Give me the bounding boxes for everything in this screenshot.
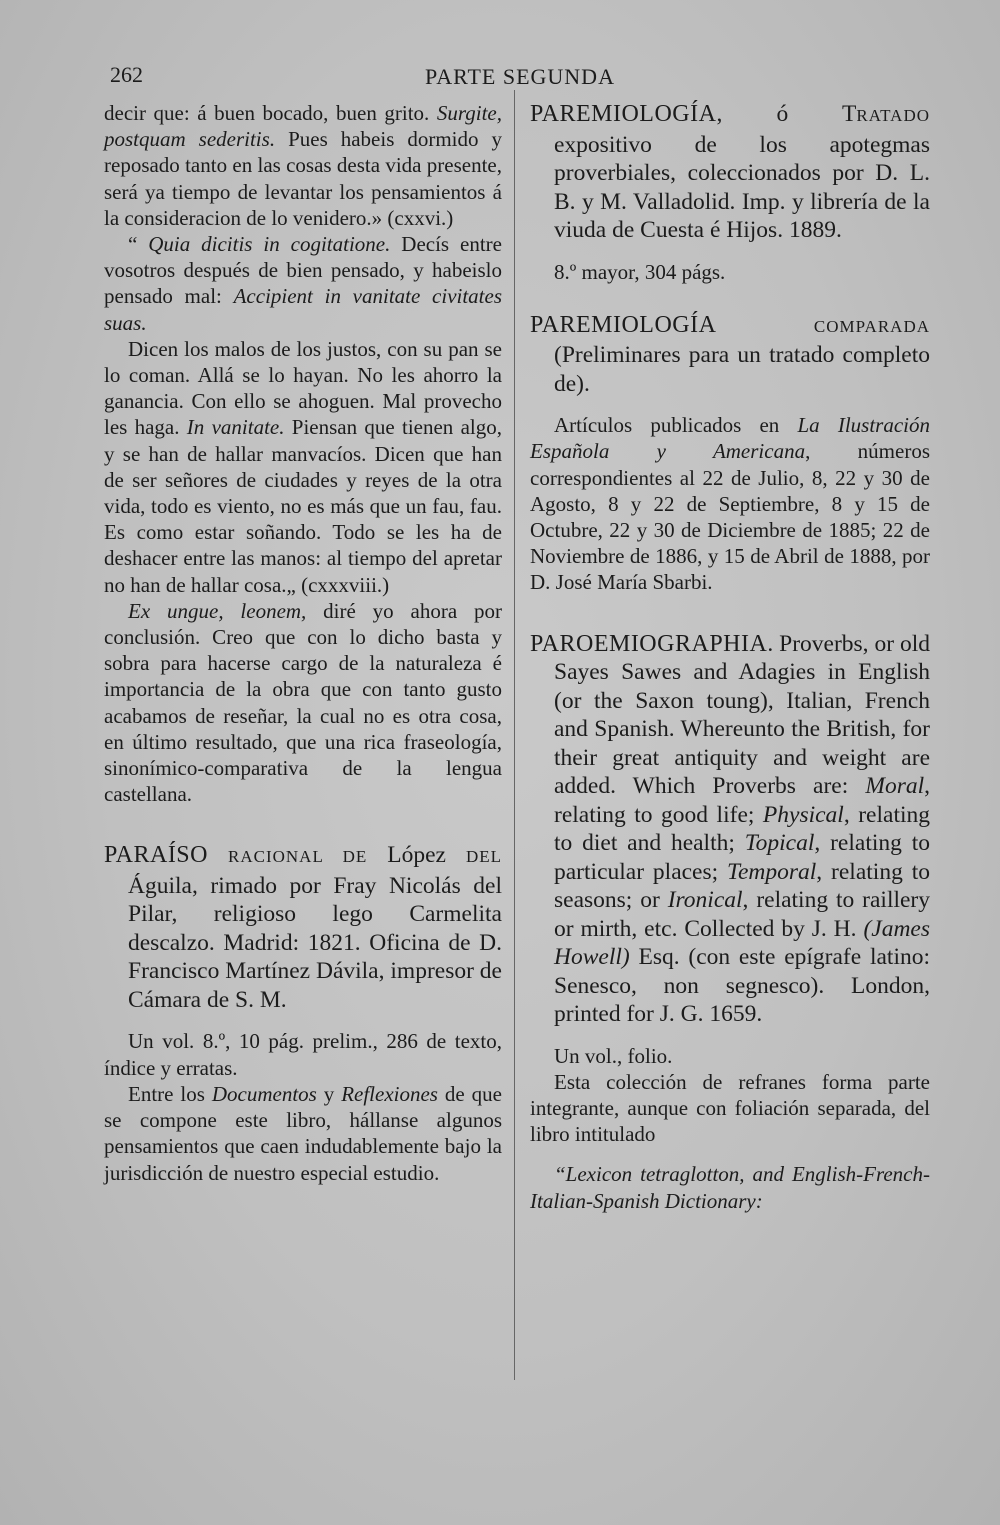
- italic-text: Topical: [744, 830, 815, 857]
- spacer: [530, 285, 930, 311]
- page-number: 262: [110, 62, 143, 87]
- italic-text: “Lexicon tetraglotton, and English-French-Italian-Spanish Dictionary:: [530, 1162, 930, 1213]
- italic-text: Moral: [865, 773, 925, 800]
- text-run: , relating to particular places;: [554, 830, 930, 885]
- italic-text: Ironical: [667, 887, 743, 914]
- text-run: , relating to diet and health;: [554, 801, 930, 857]
- text-run: Decís entre vosotros después de bien pensado, y habeislo pensado mal:: [104, 232, 502, 309]
- paragraph: [104, 336, 502, 598]
- spacer: [530, 1147, 930, 1161]
- latin-quote: Quia dicitis in cogitatione.: [148, 232, 391, 257]
- smallcaps-text: RATADO: [856, 106, 930, 125]
- italic-text: (James Howell): [554, 915, 930, 971]
- text-run: decir que: á buen bocado, buen grito.: [104, 101, 437, 125]
- spacer: [104, 807, 502, 841]
- text-run: Águila: [128, 872, 192, 899]
- entry-description: Un vol. 8.º, 10 pág. prelim., 286 de texto, índice y erratas.: [104, 1029, 502, 1080]
- smallcaps-text: RACIONAL DE: [228, 847, 368, 867]
- entry-paremiologia-heading: [530, 100, 930, 245]
- text-run: , relating to seasons; or: [554, 858, 930, 914]
- spacer: [530, 1029, 930, 1043]
- spacer: [530, 596, 930, 630]
- smallcaps-text: COMPARADA: [716, 316, 930, 336]
- entry-description: Un vol., folio.: [554, 1043, 673, 1068]
- latin-quote: Surgite, postquam sederitis.: [104, 101, 502, 152]
- italic-text: Temporal: [727, 858, 817, 885]
- text-run: y: [316, 1081, 342, 1106]
- italic-text: Reflexiones: [341, 1081, 438, 1106]
- text-run: López: [367, 842, 466, 869]
- left-column: [104, 100, 502, 1186]
- text-run: de que se compone este libro, hállanse algunos pensamientos que caen indudablemente bajo la jurisdicción de nuestro especial estudio.: [104, 1081, 502, 1185]
- text-run: , relating to raillery or mirth, etc. Collected by J. H.: [554, 887, 931, 942]
- text-run: (Preliminares para un tratado completo de).: [554, 342, 930, 397]
- text-run: Entre los: [128, 1081, 212, 1106]
- latin-quote: Ex ungue, leonem,: [128, 598, 307, 623]
- entry-note: [104, 1081, 502, 1186]
- latin-quote: In vanitate.: [186, 415, 285, 440]
- text-run: , ó: [716, 101, 843, 127]
- text-run: T: [842, 101, 857, 127]
- spacer: [104, 1014, 502, 1028]
- spacer: [530, 245, 930, 259]
- entry-paroemiographia-heading: [530, 630, 930, 1029]
- entry-paraiso-heading: [104, 841, 502, 1014]
- spacer: [530, 398, 930, 412]
- text-run: diré yo ahora por conclusión. Creo que con lo dicho basta y sobra para hacerse cargo de la naturaleza é importancia de la obra que con tanto gusto acabamos de reseñar, la cual no es otra cosa, en último resultado, que una rica fraseología, sinonímico-comparativa de la lengua castellana.: [104, 598, 502, 807]
- running-head: PARTE SEGUNDA: [425, 64, 615, 89]
- headword: PARAÍSO: [104, 842, 208, 869]
- text-run: Piensan que tienen algo, y se han de hallar manvacíos. Dicen que han de ser señores de ciudades y reyes de la otra vida, todo es viento, no es más que un fau, fau. Es como estar soñando. Todo se les ha de deshacer entre las manos: al tiempo del apretar no han de hallar cosa.„ (cxxxviii.): [104, 415, 502, 597]
- text-run: Dicen los malos de los justos, con su pan se lo coman. Allá se lo hayan. No les ahorro la ganancia. Con ello se ahoguen. Mal provecho les haga.: [104, 336, 502, 440]
- paragraph: [104, 231, 502, 336]
- italic-text: La Ilustración Española y Americana: [530, 413, 930, 464]
- text-run: , números correspondientes al 22 de Julio, 8, 22 y 30 de Agosto, 8 y 22 de Septiembre, 8 y 15 de Octubre, 22 y 30 de Diciembre de 1885; 22 de Noviembre de 1886, y 15 de Abril de 1888, por D. José María Sbarbi.: [530, 439, 930, 595]
- entry-note: Esta colección de refranes forma parte integrante, aunque con foliación separada, del libro intitulado: [530, 1069, 930, 1147]
- entry-description: [530, 412, 930, 595]
- italic-text: Documentos: [211, 1081, 317, 1106]
- latin-quote: Accipient in vanitate civitates suas.: [104, 284, 503, 335]
- text-run: Esq. (con este epígrafe latino: Senesco, non segnesco). London, printed for J. G. 1659.: [554, 944, 930, 1028]
- text-run: Pues habeis dormido y reposado tanto en las cosas desta vida presente, será ya tiempo de levantar los pensamientos á la consideracion de lo venidero.» (cxxvi.): [104, 127, 502, 230]
- text-run: . Proverbs, or old Sayes Sawes and Adagies in English (or the Saxon toung), Italian, French and Spanish. Whereunto the British, for their great antiquity and weight are added. Which Proverbs are:: [554, 630, 930, 800]
- text-run: Artículos publicados en: [554, 413, 798, 438]
- text-run: , relating to good life;: [554, 773, 930, 828]
- italic-text: Physical: [762, 801, 844, 828]
- text-run: , rimado por Fray Nicolás del Pilar, religioso lego Carmelita descalzo. Madrid: 1821. Oficina de D. Francisco Martínez Dávila, impresor de Cámara de S. M.: [128, 872, 502, 1013]
- text-run: “: [128, 232, 149, 257]
- headword: PAREMIOLOGÍA: [530, 101, 717, 127]
- smallcaps-text: DEL: [465, 847, 502, 867]
- paragraph: [104, 100, 502, 231]
- column-divider: [514, 90, 515, 1380]
- headword: PAREMIOLOGÍA: [530, 311, 717, 338]
- page-header: [110, 62, 930, 94]
- entry-paremiologia-comparada-heading: [530, 311, 930, 399]
- quoted-title: [530, 1161, 930, 1213]
- paragraph: [104, 598, 502, 808]
- headword: PAROEMIOGRAPHIA: [530, 630, 768, 657]
- right-column: [530, 100, 930, 1214]
- text-run: expositivo de los apotegmas proverbiales, coleccionados por D. L. B. y M. Valladolid. Imp. y librería de la viuda de Cuesta é Hijos. 1889.: [554, 131, 930, 243]
- entry-description: 8.º mayor, 304 págs.: [554, 259, 726, 284]
